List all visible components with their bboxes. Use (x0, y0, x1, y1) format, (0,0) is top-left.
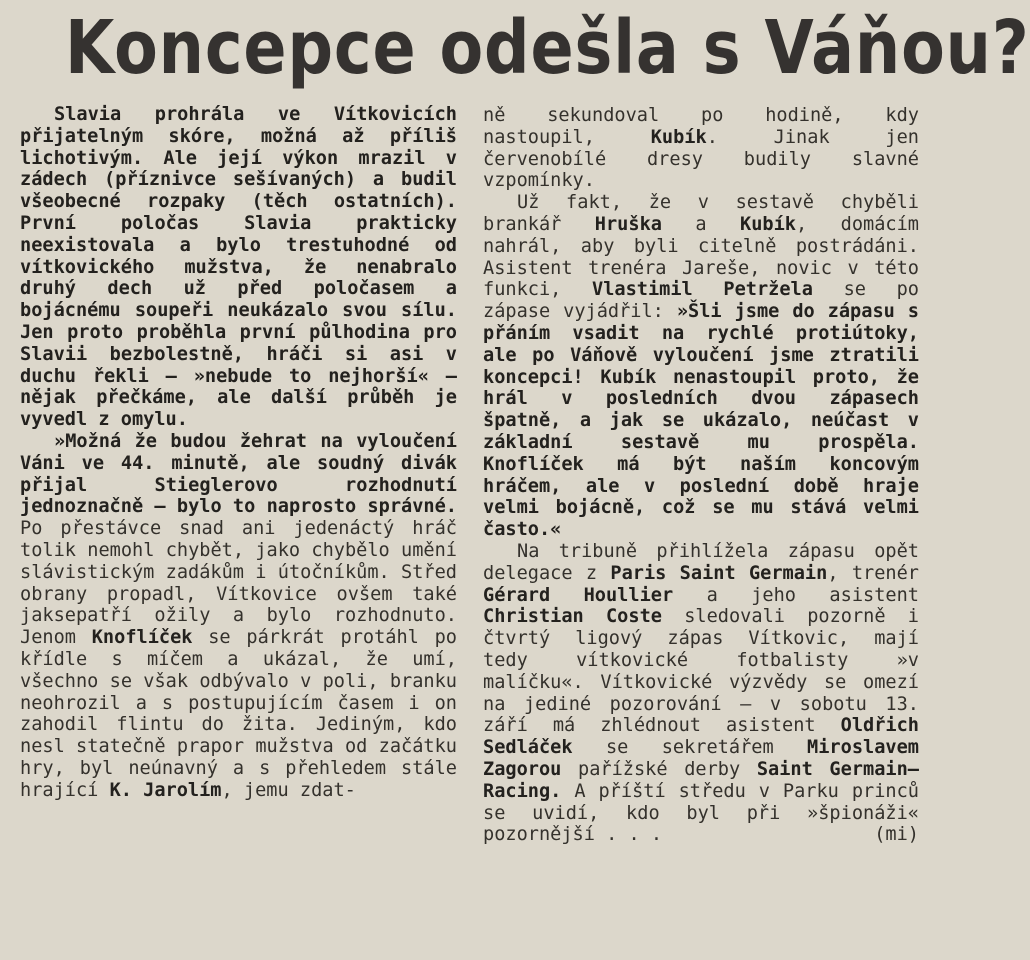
paragraph-intro: Slavia prohrála ve Vítkovicích přijatelným skóre, možná až příliš lichotivým. Ale její výkon mrazil v zádech (příznivce sešívaných) a budil všeobecné rozpaky (těch ostatních). První poločas Slavia prakticky neexistovala a bylo trestuhodné od vítkovického mužstva, že nenabralo druhý dech už před poločasem a bojácnému soupeři neukázalo svou sílu. Jen proto proběhla první půlhodina pro Slavii bezbolestně, hráči si asi v duchu řekli — »nebude to nejhorší« — nějak přečkáme, ale další průběh je vyvedl z omylu. (20, 104, 457, 431)
coach-name: Vlastimil Petržela (592, 279, 813, 301)
player-name: K. Jarolím (109, 779, 222, 801)
player-name: Hruška (594, 213, 662, 235)
headline: Koncepce odešla s Váňou? (65, 5, 1030, 91)
text-run: , jemu zdat- (221, 779, 356, 801)
article-column-left (20, 104, 457, 802)
text-run: A příští středu v Parku princů se uvidí, kdo byl při »špionáži« pozornější . . . (483, 780, 919, 846)
person-name: Christian Coste (483, 606, 662, 628)
article-column-right (483, 105, 919, 846)
paragraph-continuation (483, 105, 919, 192)
text-run: se po zápase vyjádřil: (483, 279, 920, 323)
person-name: Gérard Houllier (483, 584, 674, 606)
text-run: se párkrát protáhl po křídle s míčem a ukázal, že umí, všechno se však odbývalo v poli, branku neohrozil a s postupujícím časem i on zahodil flintu do žita. Jediným, kdo nesl statečně prapor mužstva od začátku hry, byl neúnavný a s přehledem stále hrající (20, 627, 457, 801)
text-run: , domácím nahrál, aby byli citelně postrádáni. Asistent trenéra Jareše, novic v této funkci, (483, 213, 919, 301)
text-run: sledovali pozorně i čtvrtý ligový zápas Vítkovic, mají tedy vítkovické fotbalisty »v malíčku«. Vítkovické výzvědy se omezí na jediné pozorování — v sobotu 13. září má zhlédnout asistent (483, 606, 919, 737)
text-run: Už fakt, že v sestavě chyběli brankář (483, 192, 919, 235)
player-name: Kubík (650, 126, 707, 148)
text-run: a (661, 213, 741, 235)
person-name: Oldřich Sedláček (483, 715, 919, 759)
text-run: Po přestávce snad ani jedenáctý hráč tolik nemohl chybět, jako chybělo umění slávistickým zadákům i útočníkům. Střed obrany propadl, Vítkovice ovšem také jaksepatří ožily a bylo rozhodnuto. Jenom (20, 518, 457, 649)
text-run: se sekretářem (572, 737, 808, 759)
paragraph-psg-delegation (483, 541, 919, 846)
paragraph-second-half (20, 431, 457, 802)
club-name: Paris Saint Germain (610, 562, 828, 584)
person-name: Miroslavem Zagorou (483, 737, 919, 780)
paragraph-coach-quote (483, 192, 919, 541)
match-name: Saint Germain—Racing. (483, 758, 919, 802)
text-run: , trenér (827, 562, 920, 584)
coach-quote: »Šli jsme do zápasu s přáním vsadit na rychlé protiútoky, ale po Váňově vyloučení jsme ztratili koncepci! Kubík nenastoupil proto, že hrál v posledních dvou zápasech špatně, a jak se ukázalo, neúčast v základní sestavě mu prospěla. Knoflíček má být naším koncovým hráčem, ale v poslední době hraje velmi bojácně, což se mu stává velmi často.« (483, 301, 919, 541)
player-name: Knoflíček (91, 627, 193, 649)
text-run: a jeho asistent (673, 584, 919, 606)
player-name: Kubík (740, 213, 797, 235)
author-signature: (mi) (874, 824, 919, 846)
text-run: pařížské derby (561, 758, 757, 780)
text-run: Na tribuně přihlížela zápasu opět delegace z (483, 540, 919, 584)
text-run: ně sekundoval po hodině, kdy nastoupil, (483, 105, 919, 148)
quote-referee-decision: »Možná že budou žehrat na vyloučení Váni ve 44. minutě, ale soudný divák přijal Stieglerovo rozhodnutí jednoznačně — bylo to naprosto správné. (20, 430, 457, 518)
text-run: . Jinak jen červenobílé dresy budily slavné vzpomínky. (483, 126, 919, 192)
